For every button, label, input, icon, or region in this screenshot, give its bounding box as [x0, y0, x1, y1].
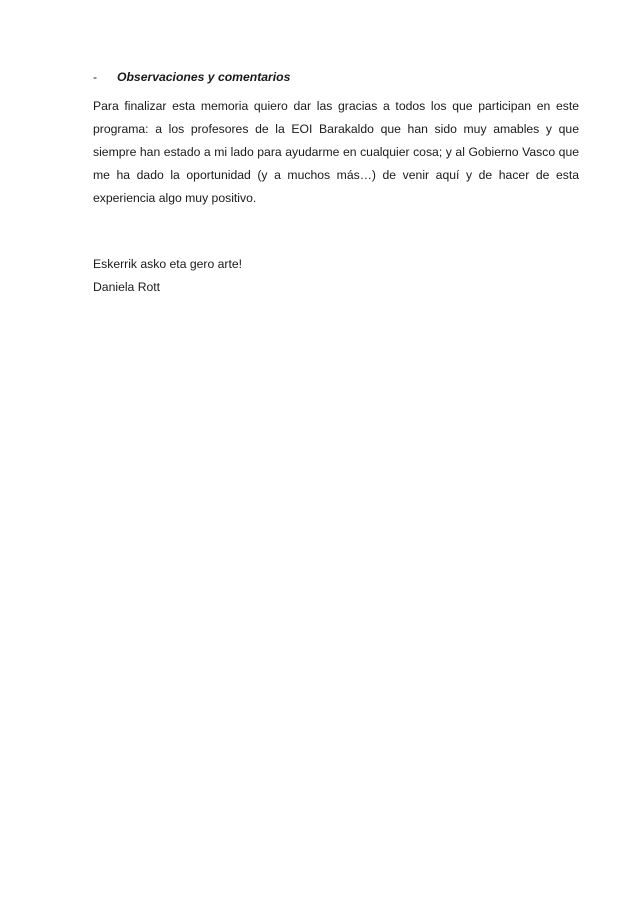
section-heading [93, 69, 579, 85]
page-content [93, 69, 579, 295]
heading-bullet: - [93, 70, 98, 84]
author-signature: Daniela Rott [93, 280, 161, 294]
section-title: Observaciones y comentarios [117, 70, 291, 84]
body-paragraph: Para finalizar esta memoria quiero dar las gracias a todos los que participan en este programa: a los profesores de la EOI Barakaldo que han sido muy amables y que siempre han estado a mi lado para ayudarme en cualquier cosa; y al Gobierno Vasco que me ha dado la oportunidad (y a muchos más…) de venir aquí y de hacer de esta experiencia algo muy positivo. [93, 99, 579, 205]
closing-farewell: Eskerrik asko eta gero arte! [93, 257, 243, 271]
